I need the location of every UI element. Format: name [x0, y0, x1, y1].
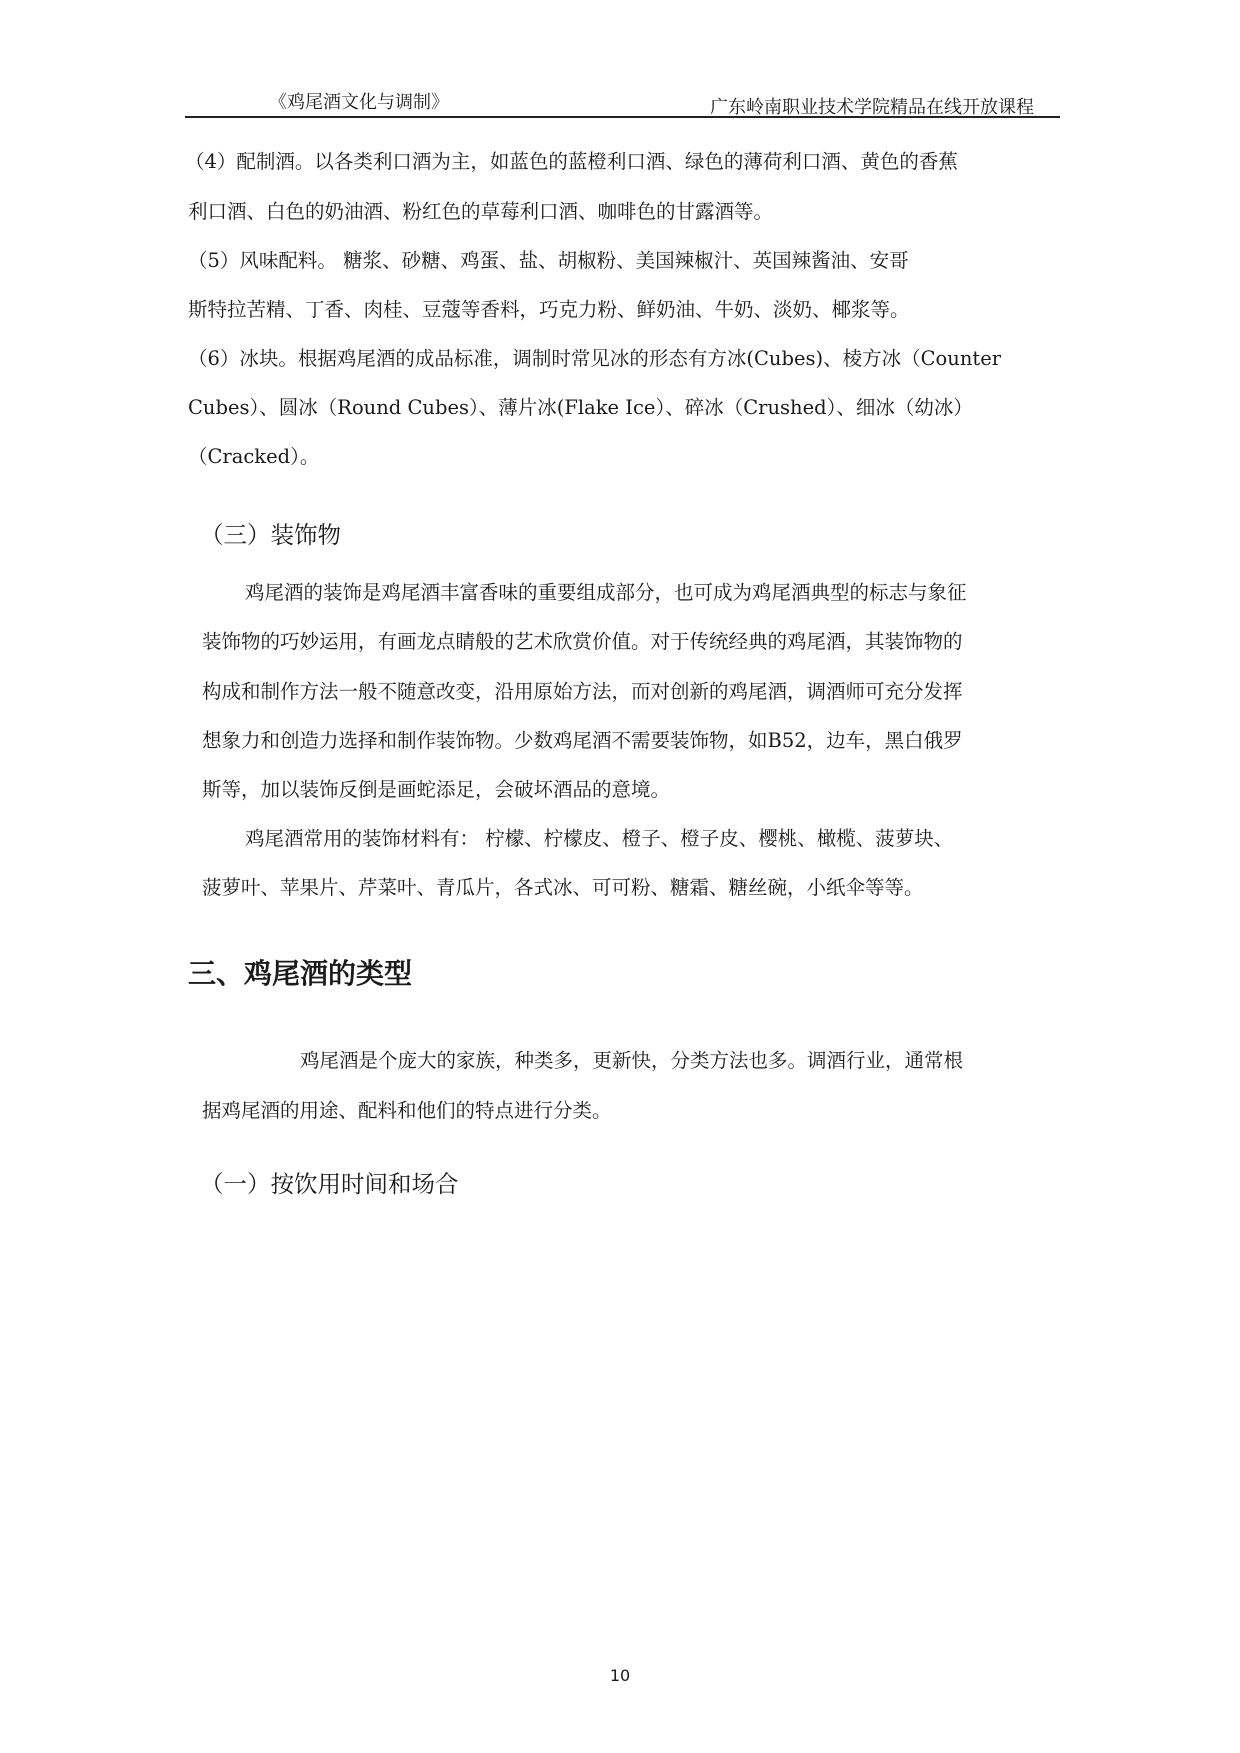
garnish-p2-line2: 菠萝叶、苹果片、芹菜叶、青瓜片，各式冰、可可粉、糖霜、糖丝碗，小纸伞等等。 — [202, 876, 924, 899]
garnish-heading: （三）装饰物 — [200, 521, 341, 549]
page-header — [185, 86, 1060, 118]
types-p-line2: 据鸡尾酒的用途、配料和他们的特点进行分类。 — [202, 1099, 612, 1122]
item6-line1: （6）冰块。根据鸡尾酒的成品标准，调制时常见冰的形态有方冰(Cubes)、棱方冰（Counter — [188, 347, 1002, 370]
item4-line2: 利口酒、白色的奶油酒、粉红色的草莓利口酒、咖啡色的甘露酒等。 — [188, 200, 774, 223]
garnish-p1-line2: 装饰物的巧妙运用，有画龙点睛般的艺术欣赏价值。对于传统经典的鸡尾酒，其装饰物的 — [202, 630, 963, 653]
item6-line2: Cubes）、圆冰（Round Cubes）、薄片冰(Flake Ice）、碎冰（Crushed）、细冰（幼冰） — [188, 396, 973, 419]
types-sub-heading: （一）按饮用时间和场合 — [200, 1170, 459, 1198]
garnish-p1-line4: 想象力和创造力选择和制作装饰物。少数鸡尾酒不需要装饰物，如B52，边车，黑白俄罗 — [202, 729, 963, 752]
item5-line1: （5）风味配料。 糖浆、砂糖、鸡蛋、盐、胡椒粉、美国辣椒汁、英国辣酱油、安哥 — [188, 249, 909, 272]
header-institution: 广东岭南职业技术学院精品在线开放课程 — [710, 97, 1034, 118]
item5-line2: 斯特拉苦精、丁香、肉桂、豆蔻等香料，巧克力粉、鲜奶油、牛奶、淡奶、椰浆等。 — [188, 298, 910, 321]
types-p-line1: 鸡尾酒是个庞大的家族，种类多，更新快，分类方法也多。调酒行业，通常根 — [300, 1049, 964, 1072]
page-number: 10 — [609, 1666, 631, 1685]
section-heading-types: 三、鸡尾酒的类型 — [188, 957, 413, 990]
garnish-p2-line1: 鸡尾酒常用的装饰材料有： 柠檬、柠檬皮、橙子、橙子皮、樱桃、橄榄、菠萝块、 — [245, 827, 954, 850]
garnish-p1-line1: 鸡尾酒的装饰是鸡尾酒丰富香味的重要组成部分，也可成为鸡尾酒典型的标志与象征 — [245, 581, 967, 604]
garnish-p1-line3: 构成和制作方法一般不随意改变，沿用原始方法，而对创新的鸡尾酒，调酒师可充分发挥 — [202, 680, 963, 703]
garnish-p1-line5: 斯等，加以装饰反倒是画蛇添足，会破坏酒品的意境。 — [202, 778, 671, 801]
item4-line1: （4）配制酒。以各类利口酒为主，如蓝色的蓝橙利口酒、绿色的薄荷利口酒、黄色的香蕉 — [185, 150, 958, 173]
item6-line3: （Cracked）。 — [188, 445, 320, 468]
header-course-title: 《鸡尾酒文化与调制》 — [269, 92, 449, 113]
